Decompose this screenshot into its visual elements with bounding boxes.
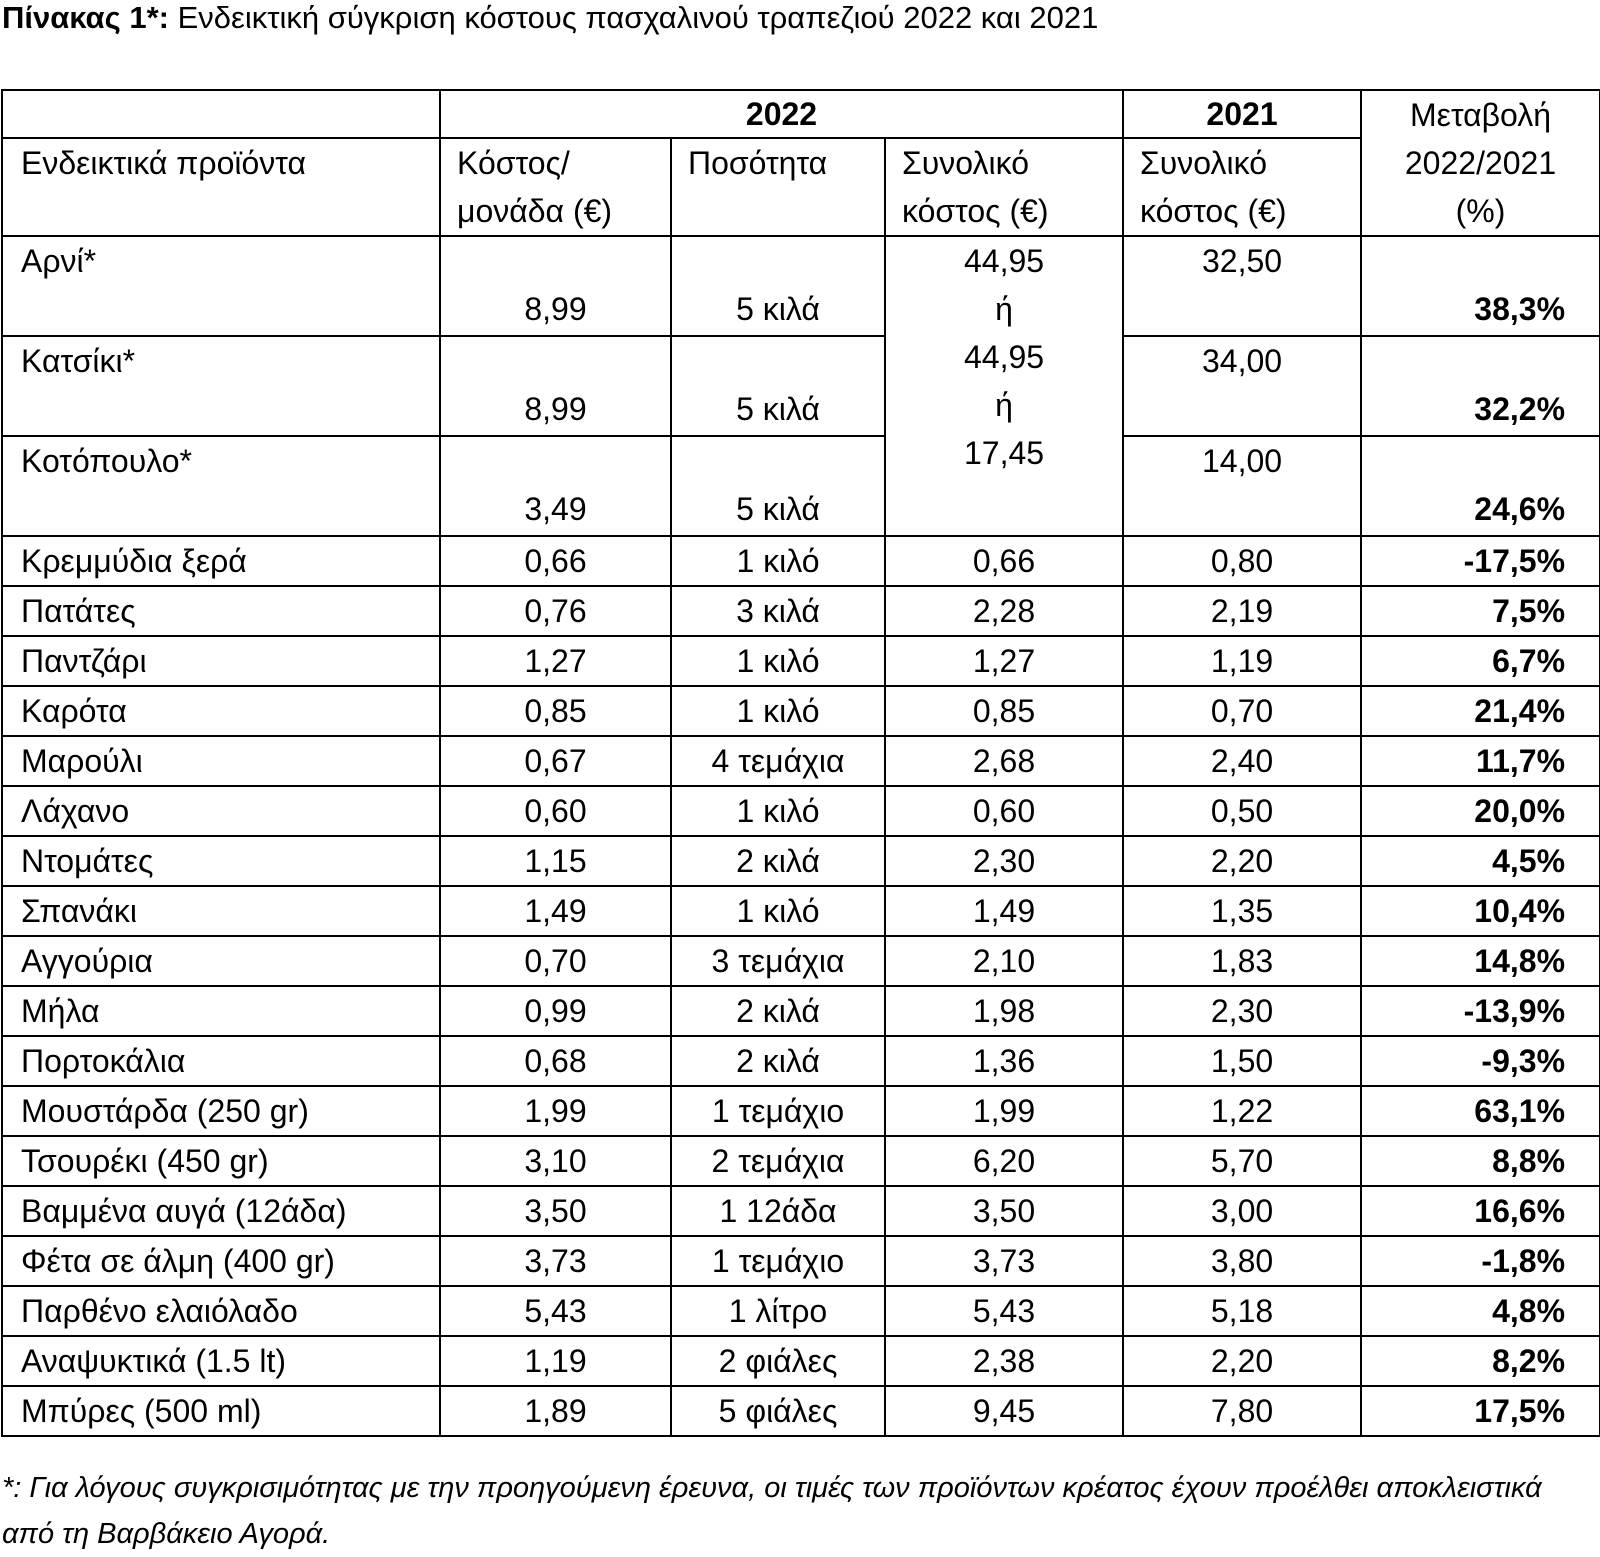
total-2021: 2,20 [1123, 836, 1361, 886]
header-unit-cost [440, 138, 671, 236]
header-product: Ενδεικτικά προϊόντα [2, 138, 440, 236]
table-row [2, 736, 1600, 786]
total-2022: 1,36 [885, 1036, 1123, 1086]
unit-cost: 0,70 [440, 936, 671, 986]
change-percent: 16,6% [1361, 1186, 1600, 1236]
total-2022: 0,60 [885, 786, 1123, 836]
quantity: 5 κιλά [671, 236, 885, 336]
table-row [2, 686, 1600, 736]
unit-cost: 5,43 [440, 1286, 671, 1336]
quantity: 1 κιλό [671, 786, 885, 836]
change-percent: 11,7% [1361, 736, 1600, 786]
total-2022: 2,30 [885, 836, 1123, 886]
unit-cost: 1,19 [440, 1336, 671, 1386]
change-percent: 6,7% [1361, 636, 1600, 686]
total-2022: 1,99 [885, 1086, 1123, 1136]
unit-cost: 3,50 [440, 1186, 671, 1236]
change-percent: 32,2% [1361, 336, 1600, 436]
total-2021: 1,19 [1123, 636, 1361, 686]
table-row [2, 1236, 1600, 1286]
total-2022: 0,66 [885, 536, 1123, 586]
meat-total-or-1: ή [995, 291, 1013, 327]
product-name: Βαμμένα αυγά (12άδα) [2, 1186, 440, 1236]
total-2021: 3,80 [1123, 1236, 1361, 1286]
total-2022: 2,10 [885, 936, 1123, 986]
total-2021: 32,50 [1123, 236, 1361, 336]
change-percent: 17,5% [1361, 1386, 1600, 1436]
quantity: 1 κιλό [671, 636, 885, 686]
unit-cost: 0,99 [440, 986, 671, 1036]
table-row [2, 1086, 1600, 1136]
header-blank-cell [2, 90, 440, 138]
footnote: *: Για λόγους συγκρισιμότητας με την προηγούμενη έρευνα, οι τιμές των προϊόντων κρέατος έχουν προέλθει αποκλειστικά από τη Βαρβάκειο Αγορά. [2, 1472, 1542, 1550]
unit-cost: 3,49 [440, 436, 671, 536]
change-percent: 8,8% [1361, 1136, 1600, 1186]
unit-cost: 1,27 [440, 636, 671, 686]
product-name: Κατσίκι* [2, 336, 440, 436]
header-total-2021-line1: Συνολικό [1140, 145, 1267, 181]
product-name: Ντομάτες [2, 836, 440, 886]
total-2022: 1,27 [885, 636, 1123, 686]
quantity: 2 κιλά [671, 836, 885, 886]
table-row [2, 786, 1600, 836]
header-year-2022: 2022 [440, 90, 1123, 138]
table-row [2, 936, 1600, 986]
total-2021: 1,50 [1123, 1036, 1361, 1086]
change-percent: 21,4% [1361, 686, 1600, 736]
change-percent: 8,2% [1361, 1336, 1600, 1386]
meat-total-option-lamb: 44,95 [963, 243, 1045, 279]
header-change-line2: 2022/2021 [1404, 145, 1557, 181]
unit-cost: 1,89 [440, 1386, 671, 1436]
unit-cost: 8,99 [440, 236, 671, 336]
total-2022: 6,20 [885, 1136, 1123, 1186]
total-2021: 5,18 [1123, 1286, 1361, 1336]
total-2021: 14,00 [1123, 436, 1361, 536]
unit-cost: 0,66 [440, 536, 671, 586]
total-2021: 1,83 [1123, 936, 1361, 986]
change-percent: 63,1% [1361, 1086, 1600, 1136]
unit-cost: 0,60 [440, 786, 671, 836]
unit-cost: 0,85 [440, 686, 671, 736]
header-change-line1: Μεταβολή [1410, 97, 1552, 133]
change-percent: 20,0% [1361, 786, 1600, 836]
table-row [2, 836, 1600, 886]
quantity: 5 κιλά [671, 336, 885, 436]
total-2021: 3,00 [1123, 1186, 1361, 1236]
total-2022: 9,45 [885, 1386, 1123, 1436]
quantity: 5 κιλά [671, 436, 885, 536]
total-2022: 1,49 [885, 886, 1123, 936]
header-quantity: Ποσότητα [671, 138, 885, 236]
total-2021: 2,30 [1123, 986, 1361, 1036]
product-name: Πορτοκάλια [2, 1036, 440, 1086]
change-percent: -17,5% [1361, 536, 1600, 586]
header-total-2022-line2: κόστος (€) [902, 193, 1049, 229]
product-name: Σπανάκι [2, 886, 440, 936]
change-percent: -9,3% [1361, 1036, 1600, 1086]
table-caption [2, 0, 1098, 36]
unit-cost: 0,76 [440, 586, 671, 636]
meat-total-option-chicken: 17,45 [963, 435, 1045, 471]
unit-cost: 3,73 [440, 1236, 671, 1286]
header-total-2022-line1: Συνολικό [902, 145, 1029, 181]
change-percent: 10,4% [1361, 886, 1600, 936]
product-name: Κρεμμύδια ξερά [2, 536, 440, 586]
table-row [2, 336, 1600, 436]
table-row [2, 1386, 1600, 1436]
header-unit-cost-line2: μονάδα (€) [457, 193, 613, 229]
quantity: 1 κιλό [671, 886, 885, 936]
table-row [2, 1336, 1600, 1386]
change-percent: -13,9% [1361, 986, 1600, 1036]
table-row [2, 886, 1600, 936]
total-2021: 2,20 [1123, 1336, 1361, 1386]
quantity: 1 12άδα [671, 1186, 885, 1236]
quantity: 5 φιάλες [671, 1386, 885, 1436]
total-2022: 2,38 [885, 1336, 1123, 1386]
change-percent: 24,6% [1361, 436, 1600, 536]
table-row [2, 536, 1600, 586]
product-name: Αρνί* [2, 236, 440, 336]
product-name: Κοτόπουλο* [2, 436, 440, 536]
meat-total-or-2: ή [995, 387, 1013, 423]
unit-cost: 1,15 [440, 836, 671, 886]
cost-comparison-table [1, 89, 1600, 1437]
change-percent: 4,8% [1361, 1286, 1600, 1336]
header-change-line3: (%) [1455, 193, 1506, 229]
product-name: Αναψυκτικά (1.5 lt) [2, 1336, 440, 1386]
change-percent: 7,5% [1361, 586, 1600, 636]
total-2022: 1,98 [885, 986, 1123, 1036]
quantity: 1 τεμάχιο [671, 1236, 885, 1286]
meat-total-2022-options [885, 236, 1123, 536]
caption-label: Πίνακας 1*: [2, 0, 169, 35]
header-total-2021 [1123, 138, 1361, 236]
unit-cost: 0,67 [440, 736, 671, 786]
quantity: 2 τεμάχια [671, 1136, 885, 1186]
product-name: Μήλα [2, 986, 440, 1036]
header-unit-cost-line1: Κόστος/ [457, 145, 570, 181]
total-2021: 0,70 [1123, 686, 1361, 736]
caption-text: Ενδεικτική σύγκριση κόστους πασχαλινού τραπεζιού 2022 και 2021 [168, 0, 1099, 35]
meat-total-option-goat: 44,95 [963, 339, 1045, 375]
total-2022: 2,28 [885, 586, 1123, 636]
total-2021: 2,40 [1123, 736, 1361, 786]
unit-cost: 0,68 [440, 1036, 671, 1086]
quantity: 1 κιλό [671, 686, 885, 736]
table-row [2, 586, 1600, 636]
change-percent: 38,3% [1361, 236, 1600, 336]
header-total-2022 [885, 138, 1123, 236]
header-total-2021-line2: κόστος (€) [1140, 193, 1287, 229]
total-2021: 5,70 [1123, 1136, 1361, 1186]
product-name: Αγγούρια [2, 936, 440, 986]
quantity: 1 λίτρο [671, 1286, 885, 1336]
product-name: Πατάτες [2, 586, 440, 636]
table-row [2, 636, 1600, 686]
table-row [2, 1036, 1600, 1086]
product-name: Φέτα σε άλμη (400 gr) [2, 1236, 440, 1286]
table-row [2, 986, 1600, 1036]
quantity: 2 φιάλες [671, 1336, 885, 1386]
table-row [2, 436, 1600, 536]
product-name: Μουστάρδα (250 gr) [2, 1086, 440, 1136]
unit-cost: 8,99 [440, 336, 671, 436]
quantity: 2 κιλά [671, 986, 885, 1036]
change-percent: -1,8% [1361, 1236, 1600, 1286]
total-2021: 1,35 [1123, 886, 1361, 936]
product-name: Τσουρέκι (450 gr) [2, 1136, 440, 1186]
unit-cost: 1,49 [440, 886, 671, 936]
quantity: 1 κιλό [671, 536, 885, 586]
product-name: Καρότα [2, 686, 440, 736]
quantity: 2 κιλά [671, 1036, 885, 1086]
header-year-2021: 2021 [1123, 90, 1361, 138]
total-2021: 0,50 [1123, 786, 1361, 836]
total-2021: 1,22 [1123, 1086, 1361, 1136]
change-percent: 14,8% [1361, 936, 1600, 986]
total-2021: 2,19 [1123, 586, 1361, 636]
total-2022: 3,50 [885, 1186, 1123, 1236]
header-change [1361, 90, 1600, 236]
product-name: Παρθένο ελαιόλαδο [2, 1286, 440, 1336]
table-row [2, 1136, 1600, 1186]
unit-cost: 1,99 [440, 1086, 671, 1136]
total-2022: 2,68 [885, 736, 1123, 786]
table-row [2, 1186, 1600, 1236]
product-name: Μαρούλι [2, 736, 440, 786]
total-2022: 5,43 [885, 1286, 1123, 1336]
total-2021: 7,80 [1123, 1386, 1361, 1436]
product-name: Μπύρες (500 ml) [2, 1386, 440, 1436]
total-2021: 34,00 [1123, 336, 1361, 436]
unit-cost: 3,10 [440, 1136, 671, 1186]
table-row [2, 236, 1600, 336]
quantity: 4 τεμάχια [671, 736, 885, 786]
change-percent: 4,5% [1361, 836, 1600, 886]
quantity: 1 τεμάχιο [671, 1086, 885, 1136]
total-2022: 0,85 [885, 686, 1123, 736]
quantity: 3 τεμάχια [671, 936, 885, 986]
table-row [2, 1286, 1600, 1336]
total-2022: 3,73 [885, 1236, 1123, 1286]
quantity: 3 κιλά [671, 586, 885, 636]
product-name: Λάχανο [2, 786, 440, 836]
product-name: Παντζάρι [2, 636, 440, 686]
total-2021: 0,80 [1123, 536, 1361, 586]
